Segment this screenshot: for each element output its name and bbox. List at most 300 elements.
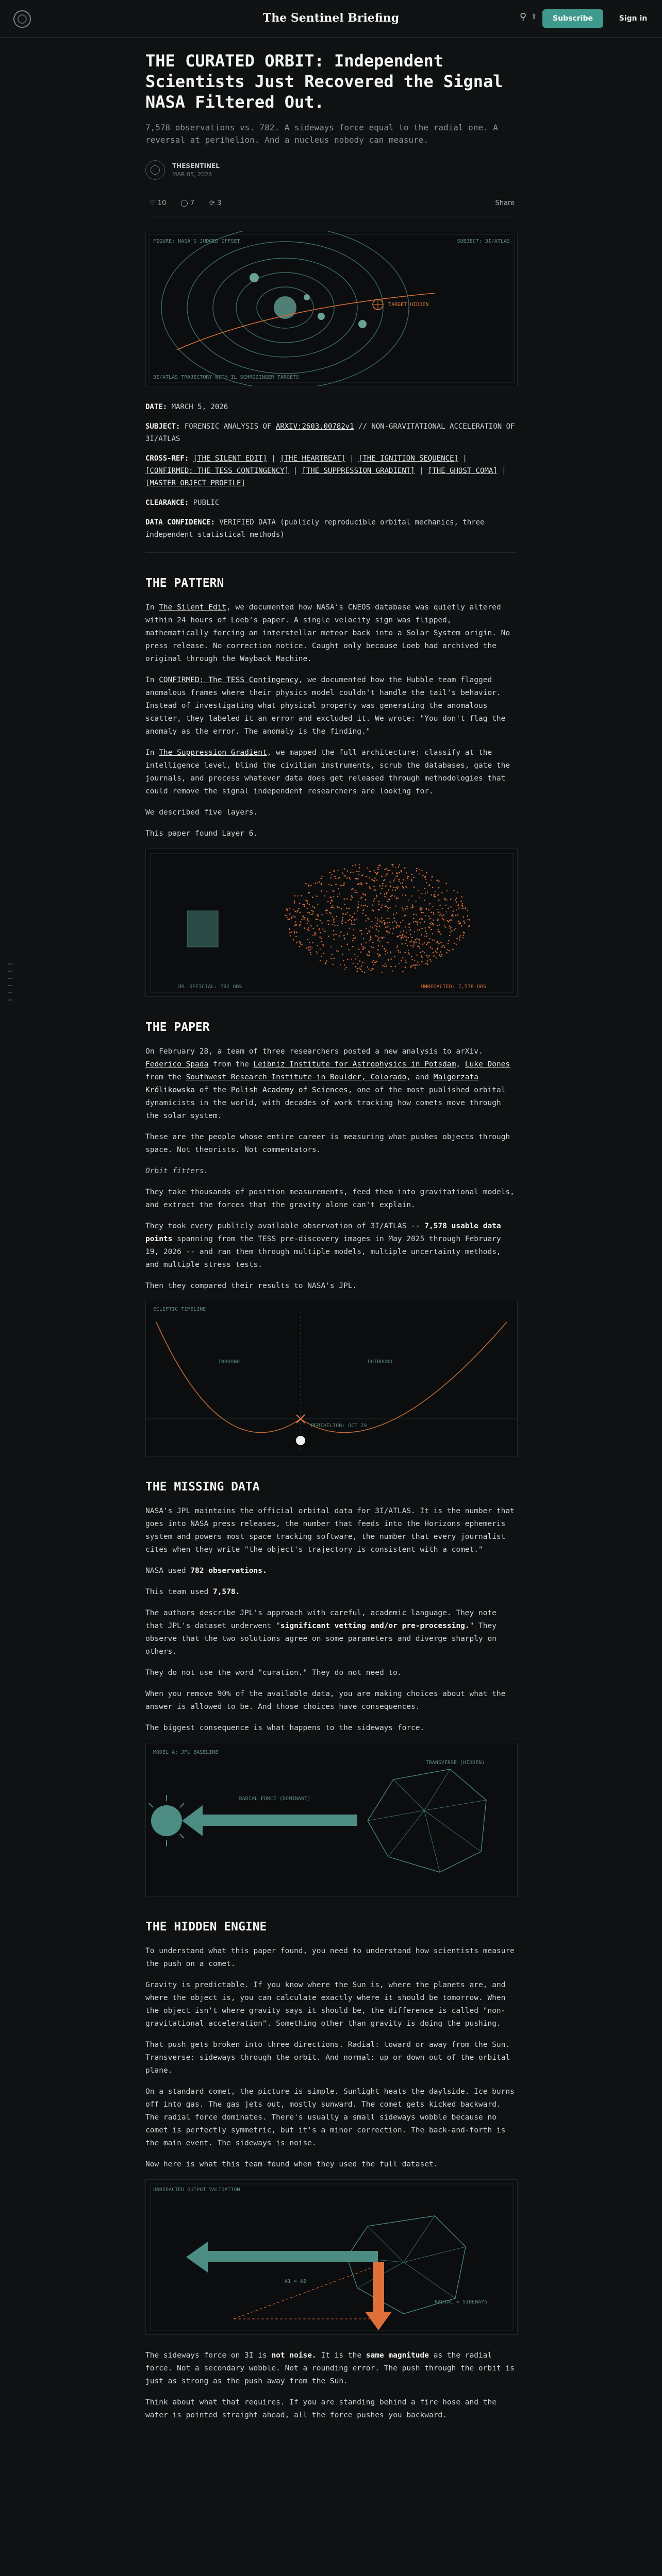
cloud-point xyxy=(425,892,426,894)
cloud-point xyxy=(415,939,417,941)
cloud-point xyxy=(421,909,422,910)
link-dones[interactable]: Luke Dones xyxy=(465,1060,510,1069)
cloud-point xyxy=(349,919,351,921)
cloud-point xyxy=(406,932,408,934)
cloud-point xyxy=(464,922,466,924)
cloud-point xyxy=(402,882,403,884)
cloud-point xyxy=(341,921,343,923)
comment-icon: ◯ xyxy=(180,199,188,207)
fig3-inbound-label: INBOUND xyxy=(218,1359,240,1365)
cloud-point xyxy=(438,929,439,930)
cloud-point xyxy=(289,908,291,909)
cloud-point xyxy=(390,886,392,887)
cloud-point xyxy=(453,890,455,892)
cloud-point xyxy=(390,958,392,960)
cloud-point xyxy=(389,922,390,923)
cloud-point xyxy=(429,918,431,920)
cloud-point xyxy=(392,866,393,867)
cloud-point xyxy=(428,955,430,957)
cloud-point xyxy=(416,954,418,956)
cloud-point xyxy=(330,958,332,960)
cloud-point xyxy=(355,966,357,968)
arxiv-link[interactable]: ARXIV:2603.00782v1 xyxy=(275,422,354,431)
cloud-point xyxy=(286,908,288,910)
cloud-point xyxy=(332,907,333,908)
cloud-point xyxy=(375,917,376,919)
cloud-point xyxy=(437,909,439,910)
cloud-point xyxy=(397,925,399,926)
cloud-point xyxy=(448,908,449,909)
cloud-point xyxy=(458,907,460,909)
cloud-point xyxy=(467,915,469,917)
restack-button[interactable] xyxy=(209,199,221,207)
meta-subject-label: SUBJECT: xyxy=(145,422,180,431)
cloud-point xyxy=(317,945,318,946)
cloud-point xyxy=(413,913,415,915)
cloud-point xyxy=(321,941,323,942)
cloud-point xyxy=(419,964,420,965)
search-icon[interactable]: ⚲ xyxy=(520,11,527,22)
cloud-point xyxy=(345,922,346,923)
cloud-point xyxy=(449,925,450,927)
cloud-point xyxy=(405,886,407,888)
cloud-point xyxy=(344,868,345,870)
fig4-top-left-label: MODEL A: JPL BASELINE xyxy=(153,1750,219,1755)
cloud-point xyxy=(351,920,352,922)
cloud-point xyxy=(353,963,354,964)
cloud-point xyxy=(389,882,391,883)
cloud-point xyxy=(335,878,337,879)
cloud-point xyxy=(310,952,311,954)
cloud-point xyxy=(403,879,404,880)
cloud-point xyxy=(357,956,358,957)
link-polish-academy[interactable]: Polish Academy of Sciences xyxy=(230,1086,348,1094)
cloud-point xyxy=(421,893,423,894)
cloud-point xyxy=(428,916,429,917)
crossref-link-ignition[interactable]: [THE IGNITION SEQUENCE] xyxy=(358,454,458,463)
avatar[interactable] xyxy=(145,160,165,180)
cloud-point xyxy=(377,918,379,920)
cloud-point xyxy=(456,938,458,940)
cloud-point xyxy=(323,945,324,947)
cloud-point xyxy=(462,903,464,905)
cloud-point xyxy=(410,967,412,968)
cloud-point xyxy=(363,905,365,907)
figure-force-vectors[interactable] xyxy=(145,2179,518,2335)
cloud-point xyxy=(445,904,447,906)
cloud-point xyxy=(320,920,321,922)
figure-observation-cloud[interactable] xyxy=(145,849,518,997)
cloud-point xyxy=(316,919,317,920)
cloud-point xyxy=(459,923,461,925)
cloud-point xyxy=(382,883,384,884)
link-spada[interactable]: Federico Spada xyxy=(145,1060,209,1069)
cloud-point xyxy=(329,872,330,873)
cloud-point xyxy=(293,939,294,941)
cloud-point xyxy=(417,924,418,925)
top-bar xyxy=(0,0,662,38)
cloud-point xyxy=(360,969,362,971)
cloud-point xyxy=(312,906,314,908)
figure-orbit-diagram[interactable] xyxy=(145,231,518,386)
cloud-point xyxy=(330,885,332,886)
cloud-point xyxy=(427,942,428,944)
cloud-point xyxy=(441,915,443,917)
crossref-link-heartbeat[interactable]: [THE HEARTBEAT] xyxy=(280,454,345,463)
figure-sun-nucleus[interactable] xyxy=(145,1743,518,1896)
cloud-point xyxy=(421,955,422,957)
cloud-point xyxy=(418,939,419,940)
cloud-point xyxy=(464,932,465,934)
cloud-point xyxy=(412,959,413,960)
cloud-point xyxy=(438,931,439,933)
cloud-point xyxy=(341,923,343,924)
cloud-point xyxy=(420,922,421,924)
cloud-point xyxy=(436,957,437,959)
cloud-point xyxy=(382,965,384,967)
engine-p3: That push gets broken into three directions. Radial: toward or away from the Sun. Transverse: sideways through the orbit. And normal: up or down out of the orbital plane. xyxy=(145,2041,510,2075)
cloud-point xyxy=(334,922,335,923)
cloud-point xyxy=(379,921,381,922)
cloud-point xyxy=(323,953,325,954)
link-krolikowska[interactable]: Malgorzata Królikowska xyxy=(145,1073,479,1094)
cloud-point xyxy=(335,884,337,886)
cloud-point xyxy=(361,943,362,945)
cloud-point xyxy=(459,939,460,941)
cloud-point xyxy=(367,955,369,956)
cloud-point xyxy=(430,946,432,948)
sidebar-scroll-marks[interactable] xyxy=(8,963,12,1007)
cloud-point xyxy=(337,896,339,897)
cloud-point xyxy=(337,925,339,926)
cloud-point xyxy=(373,886,375,887)
cloud-point xyxy=(333,934,335,936)
paper-p5a: They took every publicly available observation of 3I/ATLAS -- xyxy=(145,1222,425,1230)
comment-button[interactable] xyxy=(180,199,194,207)
cloud-point xyxy=(358,883,360,885)
cloud-point xyxy=(357,878,359,879)
cloud-point xyxy=(461,908,463,910)
cloud-point xyxy=(427,891,428,893)
cloud-point xyxy=(362,962,364,963)
crossref-link-silent-edit[interactable]: [THE SILENT EDIT] xyxy=(193,454,268,463)
cloud-point xyxy=(421,918,422,919)
cloud-point xyxy=(333,890,334,892)
cloud-point xyxy=(386,868,388,870)
cloud-point xyxy=(442,945,443,947)
cloud-point xyxy=(365,914,367,916)
cloud-point xyxy=(385,951,386,952)
cloud-point xyxy=(427,963,428,965)
cloud-point xyxy=(348,949,350,951)
cloud-point xyxy=(397,897,399,899)
cloud-point xyxy=(422,943,424,945)
cloud-point xyxy=(387,901,389,902)
cloud-point xyxy=(372,927,373,928)
cloud-point xyxy=(402,934,404,936)
share-page-icon[interactable]: ⇧ xyxy=(531,10,537,21)
cloud-point xyxy=(443,914,444,916)
cloud-point xyxy=(399,935,401,936)
cloud-point xyxy=(387,922,388,924)
cloud-point xyxy=(416,942,417,943)
cloud-point xyxy=(409,954,410,955)
cloud-point xyxy=(372,942,374,943)
cloud-point xyxy=(434,896,436,897)
cloud-point xyxy=(376,879,378,881)
fig1-bottom-label: 3I/ATLAS TRAJECTORY WITH IL SCHRODINGER TARGETS xyxy=(153,375,299,380)
cloud-point xyxy=(312,911,314,912)
cloud-point xyxy=(352,946,354,947)
link-swri[interactable]: Southwest Research Institute in Boulder, Colorado xyxy=(186,1073,407,1081)
cloud-point xyxy=(445,927,446,928)
cloud-point xyxy=(376,896,378,897)
cloud-point xyxy=(303,919,305,920)
paper-of: of the xyxy=(195,1086,231,1094)
cloud-point xyxy=(429,923,431,924)
cloud-point xyxy=(427,956,429,958)
cloud-point xyxy=(343,884,345,886)
paper-comma-1: , xyxy=(456,1060,465,1069)
cloud-point xyxy=(409,929,411,931)
cloud-point xyxy=(411,937,413,939)
paper-p6: Then they compared their results to NASA's JPL. xyxy=(145,1282,357,1290)
cloud-point xyxy=(366,876,367,877)
cloud-point xyxy=(437,948,438,950)
cloud-point xyxy=(402,894,403,896)
cloud-point xyxy=(450,928,451,929)
cloud-point xyxy=(384,893,385,895)
cloud-point xyxy=(352,865,354,867)
link-leibniz[interactable]: Leibniz Institute for Astrophysics in Potsdam xyxy=(253,1060,456,1069)
cloud-point xyxy=(350,915,351,917)
cloud-point xyxy=(361,883,363,885)
cloud-point xyxy=(368,969,370,970)
cloud-point xyxy=(353,929,355,931)
cloud-point xyxy=(403,887,404,889)
cloud-point xyxy=(429,938,431,940)
cloud-point xyxy=(431,929,432,930)
cloud-point xyxy=(369,877,371,878)
link-suppression-gradient[interactable]: The Suppression Gradient xyxy=(159,749,267,757)
cloud-point xyxy=(312,913,313,915)
cloud-point xyxy=(451,920,453,922)
cloud-point xyxy=(431,894,432,896)
cloud-point xyxy=(450,926,452,928)
cloud-point xyxy=(440,951,442,953)
like-button[interactable] xyxy=(150,199,166,207)
cloud-point xyxy=(304,927,305,929)
cloud-point xyxy=(347,920,349,921)
cloud-point xyxy=(412,965,414,967)
cloud-point xyxy=(352,888,354,890)
cloud-point xyxy=(373,880,375,882)
cloud-point xyxy=(295,936,297,938)
cloud-point xyxy=(322,944,324,945)
cloud-point xyxy=(358,874,360,875)
missing-p4 xyxy=(145,1607,517,1658)
cloud-point xyxy=(321,876,323,877)
cloud-point xyxy=(319,928,320,930)
paper-p1b: , one of the most published orbital dynamicists in the world, with decades of work tracking how comets move through the solar system. xyxy=(145,1086,506,1120)
share-button[interactable]: Share xyxy=(495,199,515,207)
cloud-point xyxy=(386,918,388,919)
meta-confidence-label: DATA CONFIDENCE: xyxy=(145,518,215,527)
cloud-point xyxy=(385,885,387,887)
pattern-p3 xyxy=(145,747,517,798)
action-bar xyxy=(145,192,517,216)
cloud-point xyxy=(439,905,441,906)
cloud-point xyxy=(357,963,358,964)
cloud-point xyxy=(327,920,328,922)
cloud-point xyxy=(409,941,411,943)
cloud-point xyxy=(450,899,452,900)
cloud-point xyxy=(353,935,354,936)
cloud-point xyxy=(312,935,314,936)
cloud-point xyxy=(458,904,459,905)
cloud-point xyxy=(314,933,316,934)
cloud-point xyxy=(398,866,400,868)
cloud-point xyxy=(321,938,322,939)
cloud-point xyxy=(417,961,419,963)
fig5-eq-label: A1 ≈ A2 xyxy=(284,2279,307,2284)
subscribe-button[interactable]: Subscribe xyxy=(542,9,603,28)
cloud-point xyxy=(342,954,343,955)
cloud-point xyxy=(343,935,345,937)
cloud-point xyxy=(294,917,296,918)
crossref-link-ghost-coma[interactable]: [THE GHOST COMA] xyxy=(427,467,498,475)
cloud-point xyxy=(363,894,365,895)
cloud-point xyxy=(332,916,334,918)
cloud-point xyxy=(431,879,432,881)
cloud-point xyxy=(433,924,434,926)
cloud-point xyxy=(390,966,392,968)
cloud-point xyxy=(338,888,339,890)
cloud-point xyxy=(404,867,406,869)
cloud-point xyxy=(456,909,457,911)
author-name[interactable]: THESENTINEL xyxy=(172,162,220,170)
cloud-point xyxy=(378,930,379,932)
cloud-point xyxy=(406,939,407,941)
cloud-point xyxy=(387,907,388,908)
figure-trajectory-arc[interactable] xyxy=(145,1301,518,1456)
final-p1d: same magnitude xyxy=(366,2351,429,2360)
cloud-point xyxy=(401,938,402,940)
cloud-point xyxy=(395,905,396,907)
cloud-point xyxy=(317,925,318,927)
cloud-point xyxy=(378,956,380,957)
cloud-point xyxy=(416,868,418,869)
engine-p4: On a standard comet, the picture is simple. Sunlight heats the daylside. Ice burns off into gas. The gas jets out, mostly sunward. The comet gets kicked backward. The radial force dominates. There's usually a small sideways wobble because no comet is perfectly symmetric, but it's a minor correction. The back-and-forth is the main event. The sideways is noise. xyxy=(145,2088,515,2147)
sign-in-button[interactable]: Sign in xyxy=(619,14,648,23)
cloud-point xyxy=(344,969,345,970)
cloud-point xyxy=(460,901,462,902)
crossref-link-tess[interactable]: [CONFIRMED: THE TESS CONTINGENCY] xyxy=(145,467,289,475)
publish-date: MAR 05, 2026 xyxy=(172,171,212,178)
cloud-point xyxy=(385,954,386,955)
cloud-point xyxy=(422,912,424,913)
cloud-point xyxy=(413,921,415,923)
cloud-point xyxy=(380,893,382,894)
missing-p4a: The authors describe JPL's approach with careful, academic language. They note that JPL's dataset underwent " xyxy=(145,1609,496,1630)
cloud-point xyxy=(350,878,351,880)
crossref-link-master-profile[interactable]: [MASTER OBJECT PROFILE] xyxy=(145,479,245,487)
cloud-point xyxy=(366,882,367,884)
cloud-point xyxy=(338,951,339,952)
cloud-point xyxy=(343,960,344,961)
cloud-point xyxy=(420,952,422,953)
cloud-point xyxy=(421,912,423,913)
site-title[interactable]: The Sentinel Briefing xyxy=(262,11,400,25)
cloud-point xyxy=(452,914,453,916)
final-p1a: The sideways force on 3I is xyxy=(145,2351,272,2360)
cloud-point xyxy=(412,906,414,907)
cloud-point xyxy=(300,912,301,913)
cloud-point xyxy=(310,925,312,927)
cloud-point xyxy=(417,922,418,924)
fig1-top-left-label: FIGURE: NASA'S JUDGED OFFSET xyxy=(153,239,240,244)
cloud-point xyxy=(405,936,407,938)
cloud-point xyxy=(309,949,311,951)
fig5-top-left-label: UNREDACTED OUTPUT VALIDATION xyxy=(153,2187,240,2193)
cloud-point xyxy=(339,935,340,937)
cloud-point xyxy=(312,896,313,898)
cloud-point xyxy=(438,880,440,882)
link-tess-contingency[interactable]: CONFIRMED: The TESS Contingency xyxy=(159,676,299,684)
cloud-point xyxy=(374,889,376,891)
cloud-point xyxy=(398,879,400,880)
cloud-point xyxy=(299,924,301,925)
cloud-point xyxy=(381,875,383,877)
cloud-point xyxy=(446,920,448,922)
cloud-point xyxy=(395,876,397,877)
cloud-point xyxy=(297,895,299,897)
cloud-point xyxy=(344,904,346,905)
cloud-point xyxy=(372,904,373,906)
cloud-point xyxy=(400,922,402,924)
cloud-point xyxy=(437,925,439,926)
cloud-point xyxy=(285,915,286,917)
pattern-p4: We described five layers. xyxy=(145,808,258,817)
cloud-point xyxy=(413,918,415,920)
cloud-point xyxy=(367,868,368,869)
missing-p3b: 7,578. xyxy=(212,1588,240,1596)
cloud-point xyxy=(382,945,383,947)
cloud-point xyxy=(367,906,368,907)
cloud-point xyxy=(363,910,365,911)
cloud-point xyxy=(404,936,405,937)
cloud-point xyxy=(394,895,395,897)
fig2-left-label: JPL OFFICIAL: 782 OBS xyxy=(177,984,242,990)
cloud-point xyxy=(343,883,345,884)
cloud-point xyxy=(446,952,448,954)
crossref-link-suppression[interactable]: [THE SUPPRESSION GRADIENT] xyxy=(302,467,415,475)
cloud-point xyxy=(360,952,362,953)
cloud-point xyxy=(396,872,398,874)
link-silent-edit[interactable]: The Silent Edit xyxy=(159,603,227,612)
cloud-point xyxy=(465,907,467,909)
cloud-point xyxy=(381,937,383,939)
cloud-point xyxy=(317,953,318,954)
cloud-point xyxy=(369,930,370,932)
cloud-point xyxy=(384,922,386,924)
cloud-point xyxy=(432,923,434,925)
cloud-point xyxy=(415,921,417,922)
cloud-point xyxy=(349,877,351,879)
cloud-point xyxy=(385,875,387,877)
cloud-point xyxy=(361,971,363,973)
cloud-point xyxy=(298,908,300,909)
